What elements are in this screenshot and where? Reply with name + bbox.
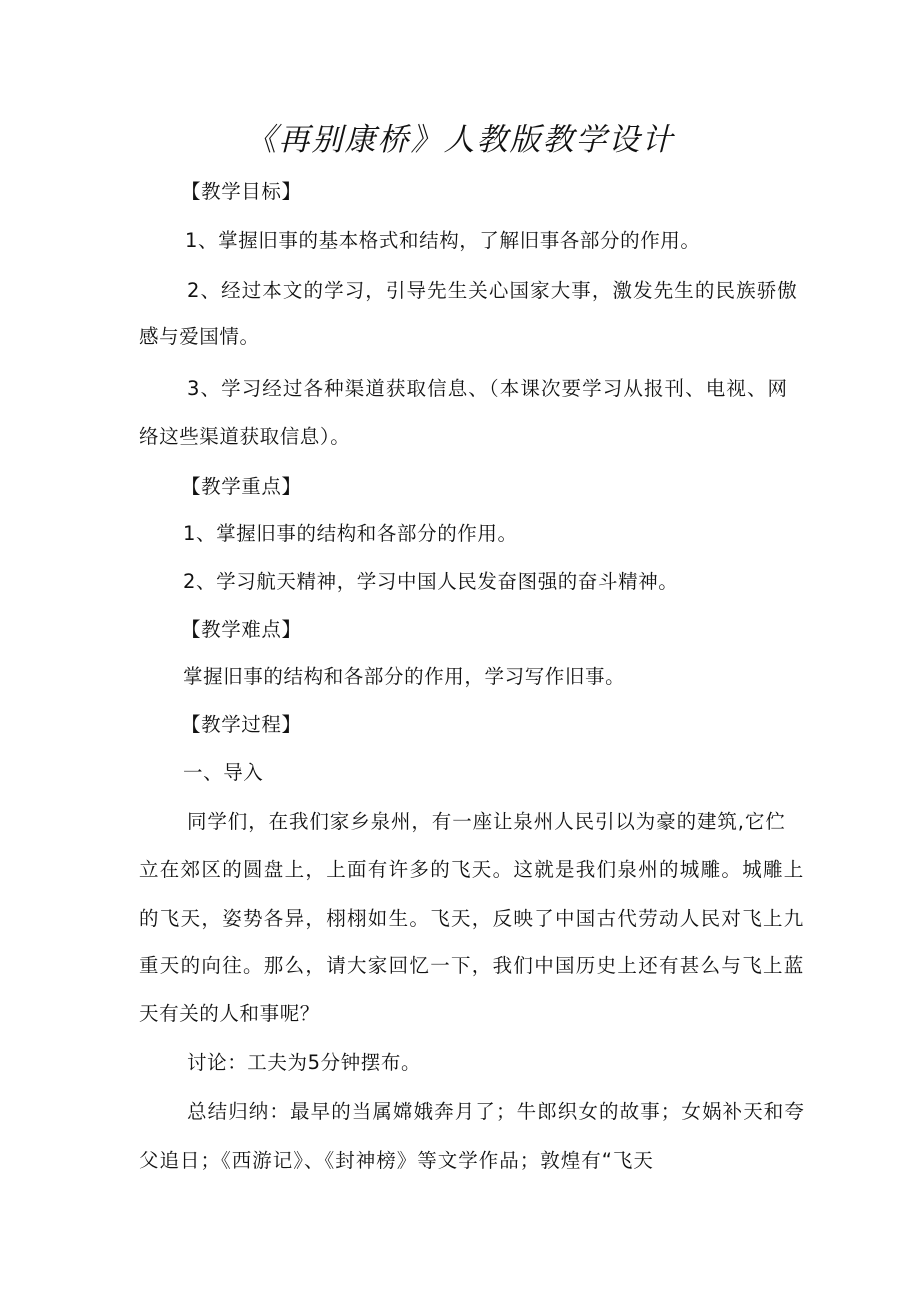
heading-teaching-process: 【教学过程】 — [181, 713, 302, 736]
summary-line-2: 父追日；《西游记》、《封神榜》等文学作品；敦煌有“飞天 — [139, 1149, 654, 1172]
intro-paragraph-line-5: 天有关的人和事呢？ — [139, 1002, 320, 1025]
summary-line-1: 总结归纳：最早的当属嫦娥奔月了；牛郎织女的故事；女娲补天和夸 — [187, 1100, 806, 1123]
focus-item-1: 1、掌握旧事的结构和各部分的作用。 — [183, 522, 518, 545]
intro-paragraph-line-3: 的飞天，姿势各异，栩栩如生。飞天，反映了中国古代劳动人民对飞上九 — [139, 907, 805, 930]
focus-item-2: 2、学习航天精神，学习中国人民发奋图强的奋斗精神。 — [183, 570, 679, 593]
goal-item-3-line-2: 络这些渠道获取信息）。 — [139, 425, 351, 448]
heading-teaching-focus: 【教学重点】 — [181, 475, 302, 498]
heading-teaching-difficulty: 【教学难点】 — [181, 618, 302, 641]
intro-paragraph-line-1: 同学们，在我们家乡泉州，有一座让泉州人民引以为豪的建筑,它伫 — [187, 810, 786, 833]
section-introduction: 一、导入 — [183, 761, 264, 784]
goal-item-1: 1、掌握旧事的基本格式和结构，了解旧事各部分的作用。 — [185, 229, 701, 252]
goal-item-2-line-1: 2、经过本文的学习，引导先生关心国家大事，激发先生的民族骄傲 — [187, 279, 798, 302]
goal-item-3-line-1: 3、学习经过各种渠道获取信息、（本课次要学习从报刊、电视、网 — [187, 377, 789, 400]
document-title: 《再别康桥》人教版教学设计 — [245, 122, 675, 158]
intro-paragraph-line-2: 立在郊区的圆盘上，上面有许多的飞天。这就是我们泉州的城雕。城雕上 — [139, 858, 805, 881]
goal-item-2-line-2: 感与爱国情。 — [139, 325, 260, 348]
heading-teaching-goals: 【教学目标】 — [181, 180, 302, 203]
difficulty-item: 掌握旧事的结构和各部分的作用，学习写作旧事。 — [183, 665, 626, 688]
discussion-line: 讨论：工夫为5分钟摆布。 — [187, 1051, 422, 1074]
intro-paragraph-line-4: 重天的向往。那么，请大家回忆一下，我们中国历史上还有甚么与飞上蓝 — [139, 954, 805, 977]
